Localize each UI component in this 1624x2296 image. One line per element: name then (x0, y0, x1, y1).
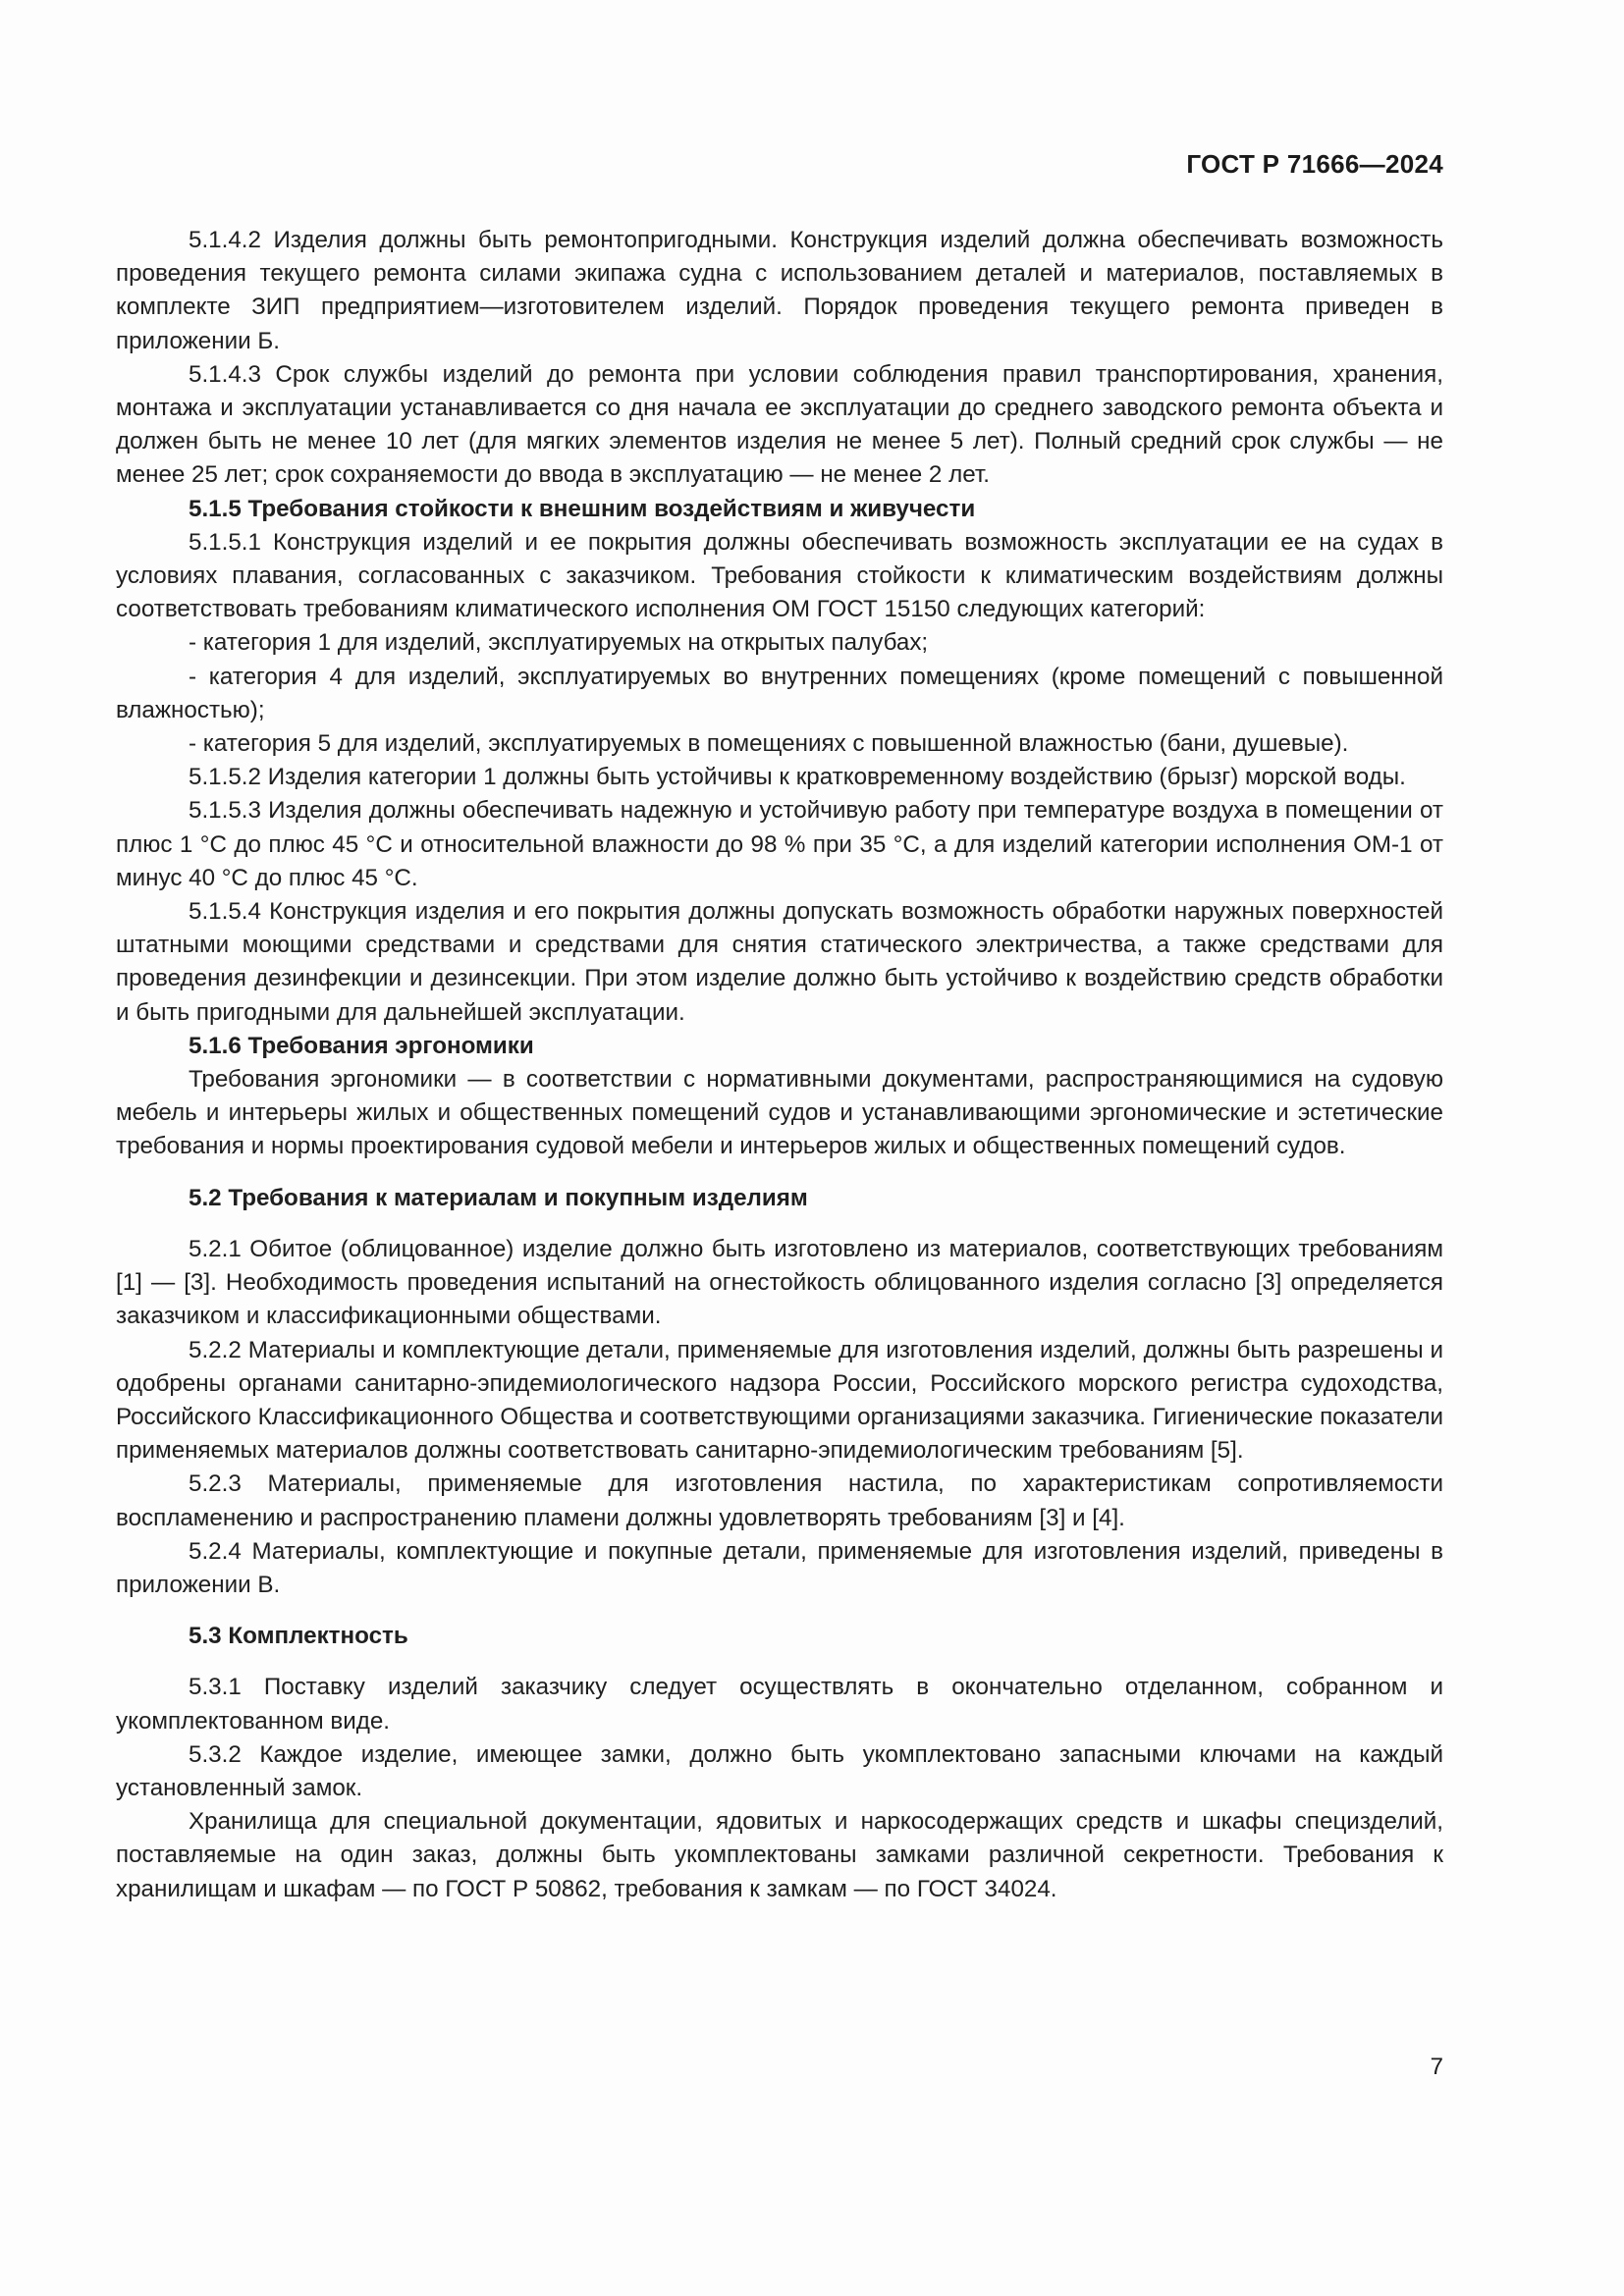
heading-5-2: 5.2 Требования к материалам и покупным изделиям (189, 1184, 808, 1211)
heading-5-1-6: 5.1.6 Требования эргономики (189, 1032, 534, 1059)
paragraph-5-2-2: 5.2.2 Материалы и комплектующие детали, применяемые для изготовления изделий, должны быть разрешены и одобрены органами санитарно-эпидемиологического надзора России, Российского морского регистра судоходства, Российского Классификационного Общества и соответствующими организациями заказчика. Гигиенические показатели применяемых материалов должны соответствовать санитарно-эпидемиологическим требованиям [5]. (116, 1336, 1443, 1465)
paragraph-ergonomics: Требования эргономики — в соответствии с нормативными документами, распространяющимися на судовую мебель и интерьеры жилых и общественных помещений судов и устанавливающими эргономические и эстетические требования и нормы проектирования судовой мебели и интерьеров жилых и общественных помещений судов. (116, 1066, 1443, 1160)
paragraph-5-1-4-2: 5.1.4.2 Изделия должны быть ремонтопригодными. Конструкция изделий должна обеспечивать возможность проведения текущего ремонта силами экипажа судна с использованием деталей и материалов, поставляемых в комплекте ЗИП предприятием—изготовителем изделий. Порядок проведения текущего ремонта приведен в приложении Б. (116, 227, 1443, 354)
heading-5-3: 5.3 Комплектность (189, 1623, 408, 1650)
paragraph-5-1-5-1: 5.1.5.1 Конструкция изделий и ее покрытия должны обеспечивать возможность эксплуатации ее на судах в условиях плавания, согласованных с заказчиком. Требования стойкости к климатическим воздействиям должны соответствовать требованиям климатического исполнения ОМ ГОСТ 15150 следующих категорий: (116, 528, 1443, 623)
paragraph-5-2-3: 5.2.3 Материалы, применяемые для изготовления настила, по характеристикам сопротивляемости воспламенению и распространению пламени должны удовлетворять требованиям [3] и [4]. (116, 1470, 1443, 1531)
paragraph-5-2-4: 5.2.4 Материалы, комплектующие и покупные детали, применяемые для изготовления изделий, приведены в приложении В. (116, 1537, 1443, 1598)
paragraph-5-2-1: 5.2.1 Обитое (облицованное) изделие должно быть изготовлено из материалов, соответствующих требованиям [1] — [3]. Необходимость проведения испытаний на огнестойкость облицованного изделия согласно [3] определяется заказчиком и классификационными обществами. (116, 1235, 1443, 1330)
paragraph-5-1-5-4: 5.1.5.4 Конструкция изделия и его покрытия должны допускать возможность обработки наружных поверхностей штатными моющими средствами и средствами для снятия статического электричества, а также средствами для проведения дезинфекции и дезинсекции. При этом изделие должно быть устойчиво к воздействию средств обработки и быть пригодными для дальнейшей эксплуатации. (116, 898, 1443, 1026)
heading-5-1-5: 5.1.5 Требования стойкости к внешним воздействиям и живучести (189, 495, 976, 522)
paragraph-5-3-1: 5.3.1 Поставку изделий заказчику следует осуществлять в окончательно отделанном, собранном и укомплектованном виде. (116, 1674, 1443, 1735)
document-code-header: ГОСТ Р 71666—2024 (1186, 149, 1443, 179)
page-number: 7 (1430, 2054, 1443, 2080)
list-item-category-4: - категория 4 для изделий, эксплуатируемых во внутренних помещениях (кроме помещений с повышенной влажностью); (116, 663, 1443, 723)
paragraph-storage: Хранилища для специальной документации, ядовитых и наркосодержащих средств и шкафы специзделий, поставляемые на один заказ, должны быть укомплектованы замками различной секретности. Требования к хранилищам и шкафам — по ГОСТ Р 50862, требования к замкам — по ГОСТ 34024. (116, 1808, 1443, 1902)
document-body (116, 224, 1443, 1906)
paragraph-5-1-5-2: 5.1.5.2 Изделия категории 1 должны быть устойчивы к кратковременному воздействию (брызг) морской воды. (189, 764, 1406, 791)
list-item-category-5: - категория 5 для изделий, эксплуатируемых в помещениях с повышенной влажностью (бани, душевые). (189, 730, 1349, 758)
paragraph-5-1-4-3: 5.1.4.3 Срок службы изделий до ремонта при условии соблюдения правил транспортирования, хранения, монтажа и эксплуатации устанавливается со дня начала ее эксплуатации до среднего заводского ремонта объекта и должен быть не менее 10 лет (для мягких элементов изделия не менее 5 лет). Полный средний срок службы — не менее 25 лет; срок сохраняемости до ввода в эксплуатацию — не менее 2 лет. (116, 360, 1443, 489)
list-item-category-1: - категория 1 для изделий, эксплуатируемых на открытых палубах; (189, 629, 929, 657)
paragraph-5-1-5-3: 5.1.5.3 Изделия должны обеспечивать надежную и устойчивую работу при температуре воздуха в помещении от плюс 1 °C до плюс 45 °C и относительной влажности до 98 % при 35 °C, а для изделий категории исполнения ОМ-1 от минус 40 °C до плюс 45 °C. (116, 797, 1443, 891)
paragraph-5-3-2: 5.3.2 Каждое изделие, имеющее замки, должно быть укомплектовано запасными ключами на каждый установленный замок. (116, 1740, 1443, 1801)
